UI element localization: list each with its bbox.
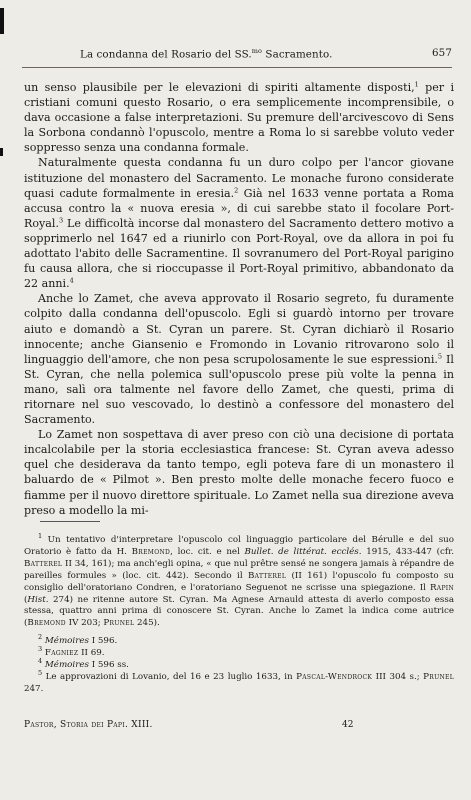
signature-line: Pastor, Storia dei Papi. XIII.: [24, 720, 153, 730]
footnote: $^3$ Fagniez II 69.: [38, 645, 105, 659]
paragraph: Naturalmente questa condanna fu un duro colpo per l'ancor giovane istituzione del monastero del Sacramento. Le monache furono considerate quasi cadute formalmente in eresia.$^2$ Già nel 1633 venne portata a Roma accusa contro la « nuova eresia », di cui sarebbe stato il focolare Port-Royal.$^3$ Le difficoltà incorse dal monastero del Sacramento dettero motivo a sopprimerlo nel 1647 ed a riunirlo con Port-Royal, ove da allora in poi fu adottato l'abito delle Sacramentine. Il sovranumero del Port-Royal parigino fu causa allora, che si rioccupasse il Port-Royal primitivo, abbandonato da 22 anni.$^4$: [24, 156, 454, 291]
footnote: $^1$ Un tentativo d'interpretare l'opuscolo col linguaggio particolare del Bérulle e del suo Oratorio è fatto da H. Bremond, loc. cit. e nel Bullet. de littérat. ecclés. 1915, 433-447 (cfr. Batterel II 34, 161); ma anch'egli opina, « que nul prêtre sensé ne songera jamais à répandre de pareilles formules » (loc. cit. 442). Secondo il Batterel (II 161) l'opuscolo fu composto su consiglio dell'oratoriano Condren, e l'oratoriano Seguenot ne scrisse una spiegazione. Il Rapin (Hist. 274) ne ritenne autore St. Cyran. Ma Agnese Arnauld attesta di averlo composto essa stessa, quattro anni prima di conoscere St. Cyran. Anche lo Zamet la indica come autrice (Bremond IV 203; Prunel 245).: [24, 532, 454, 629]
footnote-ref: 5: [437, 352, 443, 360]
paragraph: Anche lo Zamet, che aveva approvato il Rosario segreto, fu duramente colpito dalla condanna dell'opuscolo. Egli si guardò intorno per trovare aiuto e domandò a St. Cyran un parere. St. Cyran dichiarò il Rosario innocente; anche Giansenio e Fromondo in Lovanio ritrovarono solo il linguaggio dell'amore, che non pesa scrupolosamente le sue espressioni.$^5$ Il St. Cyran, che nella polemica sull'opuscolo prese più volte la penna in mano, salì ora talmente nel favore dello Zamet, che questi, prima di ritornare nel suo vescovado, lo destinò a confessore del monastero del Sacramento.: [24, 292, 454, 427]
footnote-ref: 3: [59, 216, 64, 225]
header-rule: [22, 67, 452, 68]
footnote-ref: 4: [69, 276, 74, 285]
footnote: $^4$ Mémoires I 596 ss.: [38, 657, 129, 671]
scan-edge-mark: [0, 8, 4, 34]
running-head: [80, 47, 452, 63]
page-number: 657: [432, 47, 452, 59]
paragraph: Lo Zamet non sospettava di aver preso con ciò una decisione di portata incalcolabile per la storia ecclesiastica francese: St. Cyran aveva adesso quel che desiderava da tanto tempo, egli poteva fare di un monastero il baluardo de « Pilmot ». Ben presto molte delle monache fecero fuoco e fiamme per il nuovo direttore spirituale. Lo Zamet nella sua direzione aveva preso a modello la mi-: [24, 428, 454, 517]
footnote: $^5$ Le approvazioni di Lovanio, del 16 e 23 luglio 1633, in Pascal-Wendrock III 304 s.; Prunel 247.: [24, 669, 454, 694]
scan-edge-mark: [0, 148, 3, 156]
footnotes: [24, 532, 454, 696]
footnote-rule: [40, 521, 100, 522]
footnote-ref: 2: [234, 185, 239, 194]
main-text: [24, 80, 454, 518]
sheet-number: 42: [342, 720, 354, 730]
footnote-ref: 1: [414, 80, 419, 89]
footnote: $^2$ Mémoires I 596.: [38, 633, 118, 647]
page-footer: [24, 720, 454, 734]
running-title: La condanna del Rosario del SS.$^{mo}$ Sacramento.: [80, 47, 333, 61]
paragraph: un senso plausibile per le elevazioni di spiriti altamente disposti,$^1$ per i cristiani comuni questo Rosario, o era semplicemente incomprensibile, o dava occasione a false interpretazioni. Su premure dell'arcivescovo di Sens la Sorbona condannò l'opuscolo, mentre a Roma lo si sarebbe voluto veder soppresso senza una condanna formale.: [24, 80, 454, 155]
